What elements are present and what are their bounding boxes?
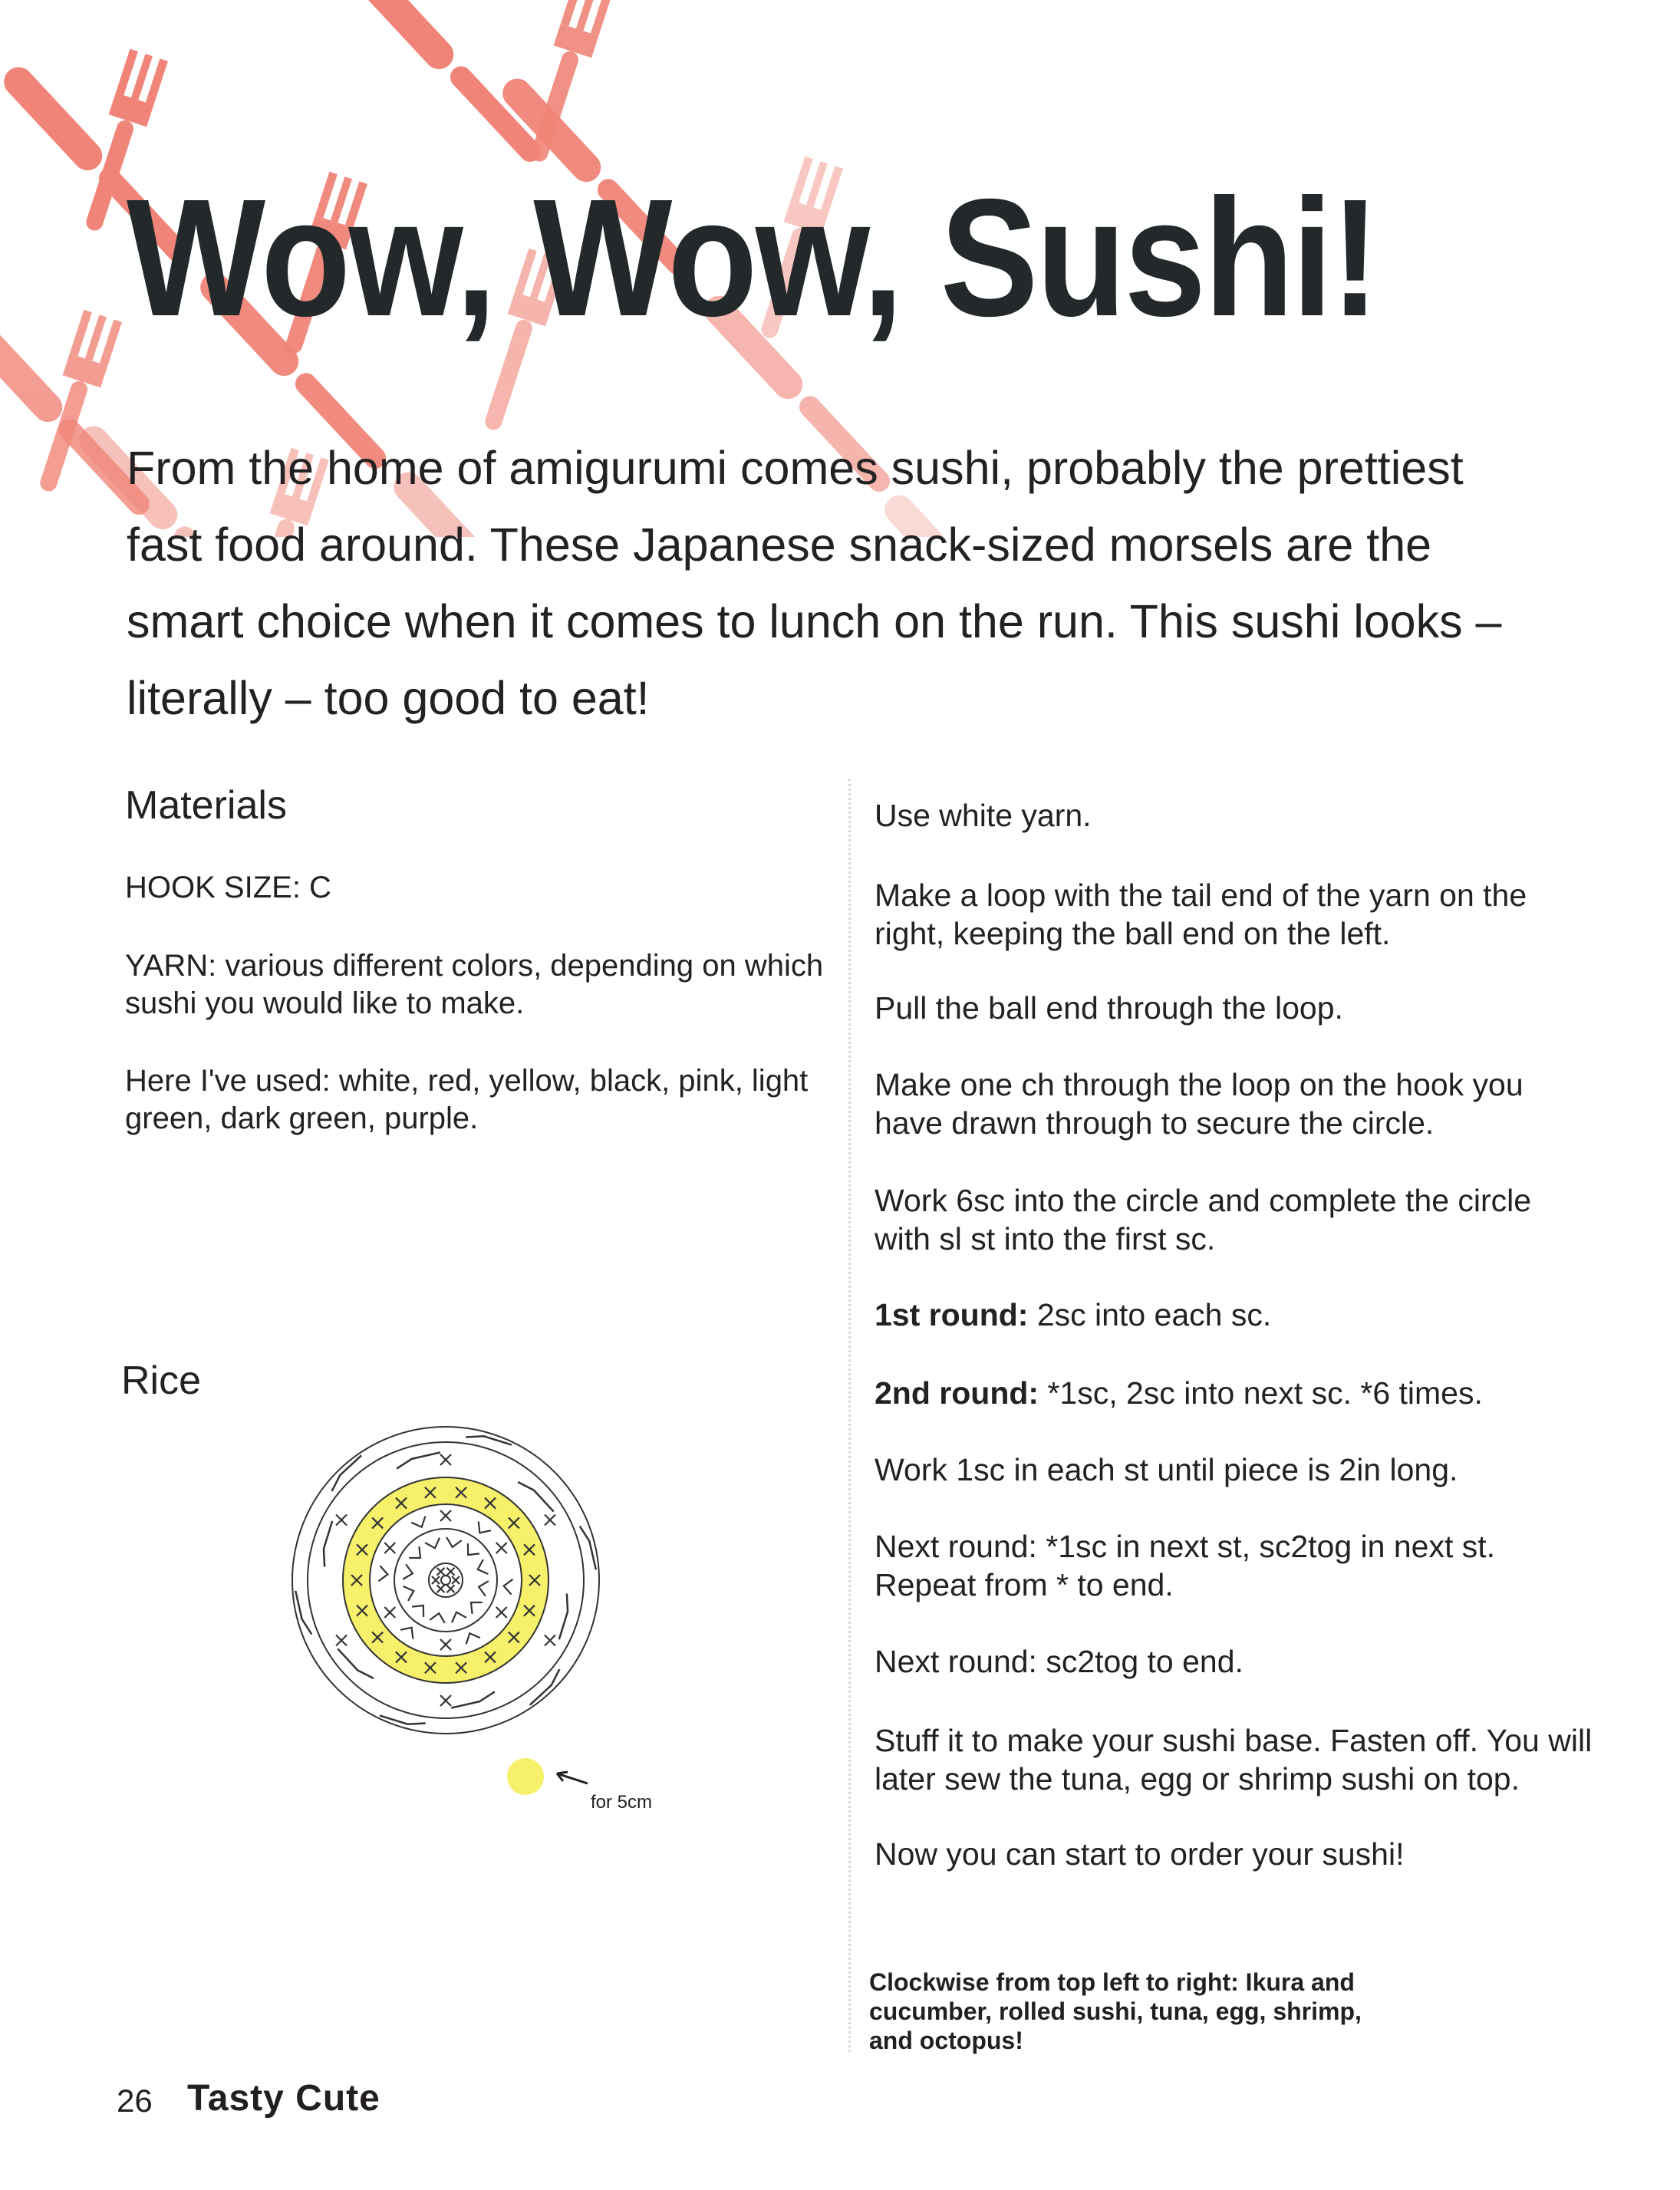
instruction-step	[875, 1451, 1458, 1489]
text-line: Here I've used: white, red, yellow, black, pink, light	[125, 1064, 809, 1098]
increase-stitch-mark	[412, 1600, 429, 1616]
sc-stitch-mark	[440, 1510, 451, 1521]
instruction-step	[875, 989, 1343, 1027]
ring	[394, 1529, 497, 1632]
increase-stitch-mark	[378, 1566, 388, 1582]
intro-paragraph	[127, 430, 1501, 736]
ring	[441, 1576, 450, 1585]
decrease-stitch-mark	[450, 1691, 496, 1708]
increase-stitch-mark	[503, 1579, 513, 1595]
instruction-line: Make one ch through the loop on the hook you	[875, 1067, 1524, 1102]
sc-stitch-mark	[440, 1454, 451, 1465]
ring	[370, 1504, 522, 1656]
intro-line: fast food around. These Japanese snack-sized morsels are the	[127, 519, 1432, 571]
instruction-line: later sew the tuna, egg or shrimp sushi on top.	[875, 1761, 1520, 1796]
text-line: sushi you would like to make.	[125, 986, 525, 1020]
instruction-line: Stuff it to make your sushi base. Fasten off. You will	[875, 1723, 1593, 1758]
decrease-stitch-mark	[328, 1455, 365, 1491]
increase-stitch-mark	[409, 1546, 425, 1563]
sc-stitch-mark	[545, 1515, 555, 1526]
intro-line: From the home of amigurumi comes sushi, probably the prettiest	[127, 442, 1464, 494]
increase-stitch-mark	[463, 1543, 479, 1559]
instruction-step	[875, 796, 1092, 835]
round-label: 1st round:	[875, 1297, 1029, 1332]
round-label: 2nd round:	[875, 1375, 1039, 1411]
book-title: Tasty Cute	[187, 2078, 380, 2119]
increase-stitch-mark	[476, 1559, 489, 1576]
instruction-line: Next round: *1sc in next st, sc2tog in next st.	[875, 1529, 1496, 1564]
instruction-step	[875, 1181, 1531, 1258]
increase-stitch-mark	[425, 1538, 442, 1551]
intro-line: literally – too good to eat!	[127, 672, 650, 724]
increase-stitch-mark	[463, 1630, 480, 1644]
decrease-stitch-mark	[318, 1521, 338, 1567]
ring	[429, 1563, 463, 1597]
hook-size: HOOK SIZE: C	[125, 871, 331, 904]
sc-stitch-mark	[384, 1607, 395, 1618]
instruction-line: with sl st into the first sc.	[875, 1221, 1216, 1256]
sc-stitch-mark	[496, 1543, 507, 1553]
yarn-color-swatch	[507, 1758, 544, 1795]
ring	[292, 1427, 599, 1734]
instruction-line: Work 6sc into the circle and complete the circle	[875, 1183, 1532, 1218]
instruction-step	[875, 876, 1527, 953]
instruction-line	[875, 1296, 1271, 1334]
decrease-stitch-mark	[518, 1478, 554, 1516]
instruction-step	[875, 1835, 1404, 1873]
instruction-step	[875, 1065, 1524, 1142]
sc-stitch-mark	[384, 1543, 395, 1553]
yarn-colors-used	[125, 1062, 808, 1138]
caption-line: and octopus!	[869, 2027, 1023, 2054]
increase-stitch-mark	[400, 1623, 418, 1639]
page-number: 26	[117, 2083, 153, 2119]
increase-stitch-mark	[430, 1612, 446, 1623]
page-title: Wow, Wow, Sushi!	[127, 165, 1378, 351]
decrease-stitch-mark	[553, 1593, 572, 1639]
sc-stitch-mark	[437, 1568, 445, 1576]
increase-stitch-mark	[445, 1537, 462, 1549]
column-divider	[848, 779, 851, 2052]
instruction-line: Next round: sc2tog to end.	[875, 1644, 1244, 1679]
sc-stitch-mark	[440, 1639, 451, 1650]
text-line: green, dark green, purple.	[125, 1102, 479, 1135]
instruction-step	[875, 1642, 1244, 1681]
round-text: 2sc into each sc.	[1028, 1297, 1272, 1332]
increase-stitch-mark	[466, 1597, 482, 1614]
instruction-line: Pull the ball end through the loop.	[875, 990, 1343, 1026]
decrease-stitch-mark	[380, 1710, 426, 1729]
sc-stitch-mark	[437, 1585, 445, 1592]
text-line: YARN: various different colors, depending on which	[125, 949, 824, 983]
caption-line: cucumber, rolled sushi, tuna, egg, shrimp,	[869, 1997, 1362, 2025]
sc-stitch-mark	[447, 1585, 455, 1592]
decrease-stitch-mark	[466, 1431, 512, 1451]
round-text: *1sc, 2sc into next sc. *6 times.	[1039, 1375, 1483, 1411]
decrease-stitch-mark	[338, 1645, 374, 1682]
sc-stitch-mark	[447, 1568, 455, 1576]
sc-stitch-mark	[432, 1576, 440, 1584]
sc-stitch-mark	[336, 1515, 347, 1526]
sc-stitch-mark	[336, 1635, 347, 1646]
increase-stitch-mark	[450, 1610, 466, 1623]
instruction-step	[875, 1527, 1495, 1604]
instruction-step	[875, 1374, 1483, 1412]
instruction-line: Repeat from * to end.	[875, 1567, 1174, 1602]
materials-heading: Materials	[125, 783, 287, 828]
instruction-line: Now you can start to order your sushi!	[875, 1836, 1405, 1872]
instruction-line: Make a loop with the tail end of the yarn on the	[875, 878, 1527, 913]
sc-stitch-mark	[452, 1576, 460, 1584]
instruction-line: Work 1sc in each st until piece is 2in long.	[875, 1452, 1458, 1487]
photo-caption	[869, 1968, 1362, 2055]
decrease-stitch-mark	[525, 1669, 563, 1705]
increase-stitch-mark	[477, 1579, 489, 1596]
sc-stitch-mark	[545, 1635, 555, 1646]
intro-line: smart choice when it comes to lunch on the run. This sushi looks –	[127, 595, 1502, 647]
diagram-note: for 5cm	[591, 1792, 653, 1813]
instruction-step	[875, 1296, 1271, 1334]
instruction-line: have drawn through to secure the circle.	[875, 1105, 1435, 1141]
increase-stitch-mark	[473, 1522, 491, 1538]
arrow-icon	[557, 1772, 588, 1783]
crochet-chart-diagram	[276, 1411, 629, 1826]
caption-line: Clockwise from top left to right: Ikura and	[869, 1968, 1355, 1996]
rice-heading: Rice	[121, 1358, 202, 1403]
increase-stitch-mark	[404, 1584, 417, 1601]
instruction-line: right, keeping the ball end on the left.	[875, 916, 1391, 951]
instruction-line	[875, 1374, 1483, 1412]
instruction-step	[875, 1721, 1592, 1798]
sc-stitch-mark	[496, 1607, 507, 1618]
instruction-line: Use white yarn.	[875, 798, 1092, 833]
decrease-stitch-mark	[395, 1452, 441, 1468]
increase-stitch-mark	[403, 1564, 414, 1581]
increase-stitch-mark	[411, 1517, 429, 1530]
yarn-info	[125, 947, 823, 1023]
sc-stitch-mark	[440, 1695, 451, 1706]
